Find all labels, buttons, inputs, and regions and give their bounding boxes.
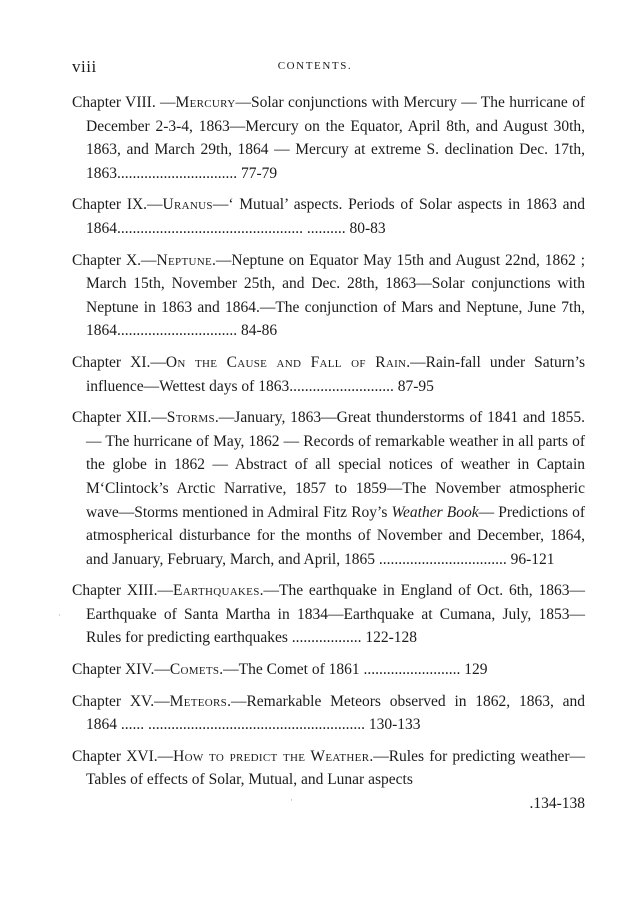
page-range: 77-79 — [241, 164, 278, 182]
dot-leaders: ......................... — [363, 661, 461, 679]
print-speck: · — [290, 795, 293, 805]
toc-entry-chapter-13 — [72, 579, 585, 650]
toc-entry-chapter-11 — [72, 351, 585, 398]
chapter-label: Chapter X.— — [72, 251, 157, 269]
chapter-description: —Solar conjunctions with Mercury — The hurricane of December 2-3-4, 1863—Mercury on the Equator, April 8th, and August 30th, 1863, and March 29th, 1864 — Mercury at extreme S. declination Dec. 17th, 1863 — [86, 94, 585, 182]
dot-leaders: ...... ........................................................ — [120, 716, 365, 734]
chapter-description: .—Remarkable Meteors observed in 1862, 1863, and 1864 — [86, 692, 585, 734]
page-range: 84-86 — [241, 322, 278, 340]
chapter-label: Chapter XI.— — [72, 353, 166, 371]
chapter-title: How to predict the Weather — [173, 747, 370, 765]
chapter-description: .—Rain-fall under Saturn’s influence—Wettest days of 1863 — [86, 353, 585, 395]
running-head: CONTENTS. — [277, 60, 353, 72]
chapter-title: Mercury — [175, 94, 236, 111]
page-range: 87-95 — [397, 377, 434, 395]
toc-entry-chapter-16 — [72, 745, 585, 816]
chapter-title: Comets — [169, 661, 220, 679]
table-of-contents — [72, 91, 585, 824]
chapter-description: —‘ Mutual’ aspects. Periods of Solar aspects in 1863 and 1864 — [86, 196, 585, 237]
dot-leaders: ................................. — [378, 550, 507, 568]
toc-entry-chapter-14 — [72, 658, 585, 682]
print-speck: · — [58, 610, 61, 620]
chapter-title: Earthquakes — [172, 582, 260, 600]
page-range: 130-133 — [368, 716, 421, 734]
chapter-description: .—Neptune on Equator May 15th and August 22nd, 1862 ; March 15th, November 25th, and Dec. 28th, 1863—Solar conjunctions with Neptune in 1863 and 1864.—The conjunction of Mars and Neptune, June 7th, 1864 — [86, 251, 586, 340]
chapter-title: Uranus — [162, 196, 213, 214]
page-range: 122-128 — [365, 629, 418, 647]
page-range: 134-138 — [533, 795, 585, 813]
toc-entry-chapter-15 — [72, 690, 585, 737]
chapter-description: .—Rules for predicting weather—Tables of effects of Solar, Mutual, and Lunar aspects — [86, 747, 585, 789]
toc-entry-chapter-8 — [72, 91, 585, 185]
chapter-title: Neptune — [156, 251, 213, 269]
chapter-label: Chapter XV.— — [72, 692, 170, 710]
chapter-label: Chapter XII.— — [72, 409, 167, 427]
chapter-description: .—The earthquake in England of Oct. 6th, 1863—Earthquake of Santa Martha in 1834—Earthquake at Cumana, July, 1853—Rules for predicting earthquakes — [86, 582, 585, 647]
toc-entry-chapter-12 — [72, 406, 585, 571]
chapter-title: Meteors — [169, 692, 228, 710]
chapter-description: .—January, 1863—Great thunderstorms of 1841 and 1855. — The hurricane of May, 1862 — Records of remarkable weather in all parts of the globe in 1862 — Abstract of all special notices of weather in Captain M‘Clintock’s Arctic Narrative, 1857 to 1859—The November atmospheric wave—Storms mentioned in Admiral Fitz Roy’s — [86, 409, 585, 521]
toc-entry-chapter-10 — [72, 249, 585, 343]
chapter-label: Chapter IX.— — [72, 196, 163, 214]
chapter-title: Storms — [166, 409, 215, 427]
chapter-label: Chapter XIII.— — [72, 582, 173, 600]
dot-leaders: ............................... — [117, 322, 238, 340]
dot-leaders: ................................................ .......... — [117, 219, 346, 237]
chapter-label: Chapter VIII. — — [72, 94, 176, 111]
page-range-line — [86, 792, 585, 816]
dot-leaders: .................. — [291, 629, 362, 647]
toc-entry-chapter-9 — [72, 193, 585, 240]
dot-leaders: ............................... — [117, 164, 238, 182]
chapter-label: Chapter XVI.— — [72, 747, 174, 765]
dot-leaders: . — [529, 795, 534, 813]
page-range: 80-83 — [349, 219, 386, 237]
page-number: viii — [72, 57, 97, 76]
page-range: 96-121 — [510, 550, 555, 568]
dot-leaders: ........................... — [289, 377, 394, 395]
chapter-title: On the Cause and Fall of Rain — [165, 353, 407, 371]
chapter-description-continued: — Predictions of atmospherical disturbance for the months of November and December, 1864, and January, February, March, and April, 1865 — [86, 503, 586, 568]
chapter-description: .—The Comet of 1861 — [219, 661, 360, 679]
page-range: 129 — [464, 661, 488, 679]
book-title-italic: Weather Book — [391, 503, 479, 521]
chapter-label: Chapter XIV.— — [72, 661, 170, 679]
